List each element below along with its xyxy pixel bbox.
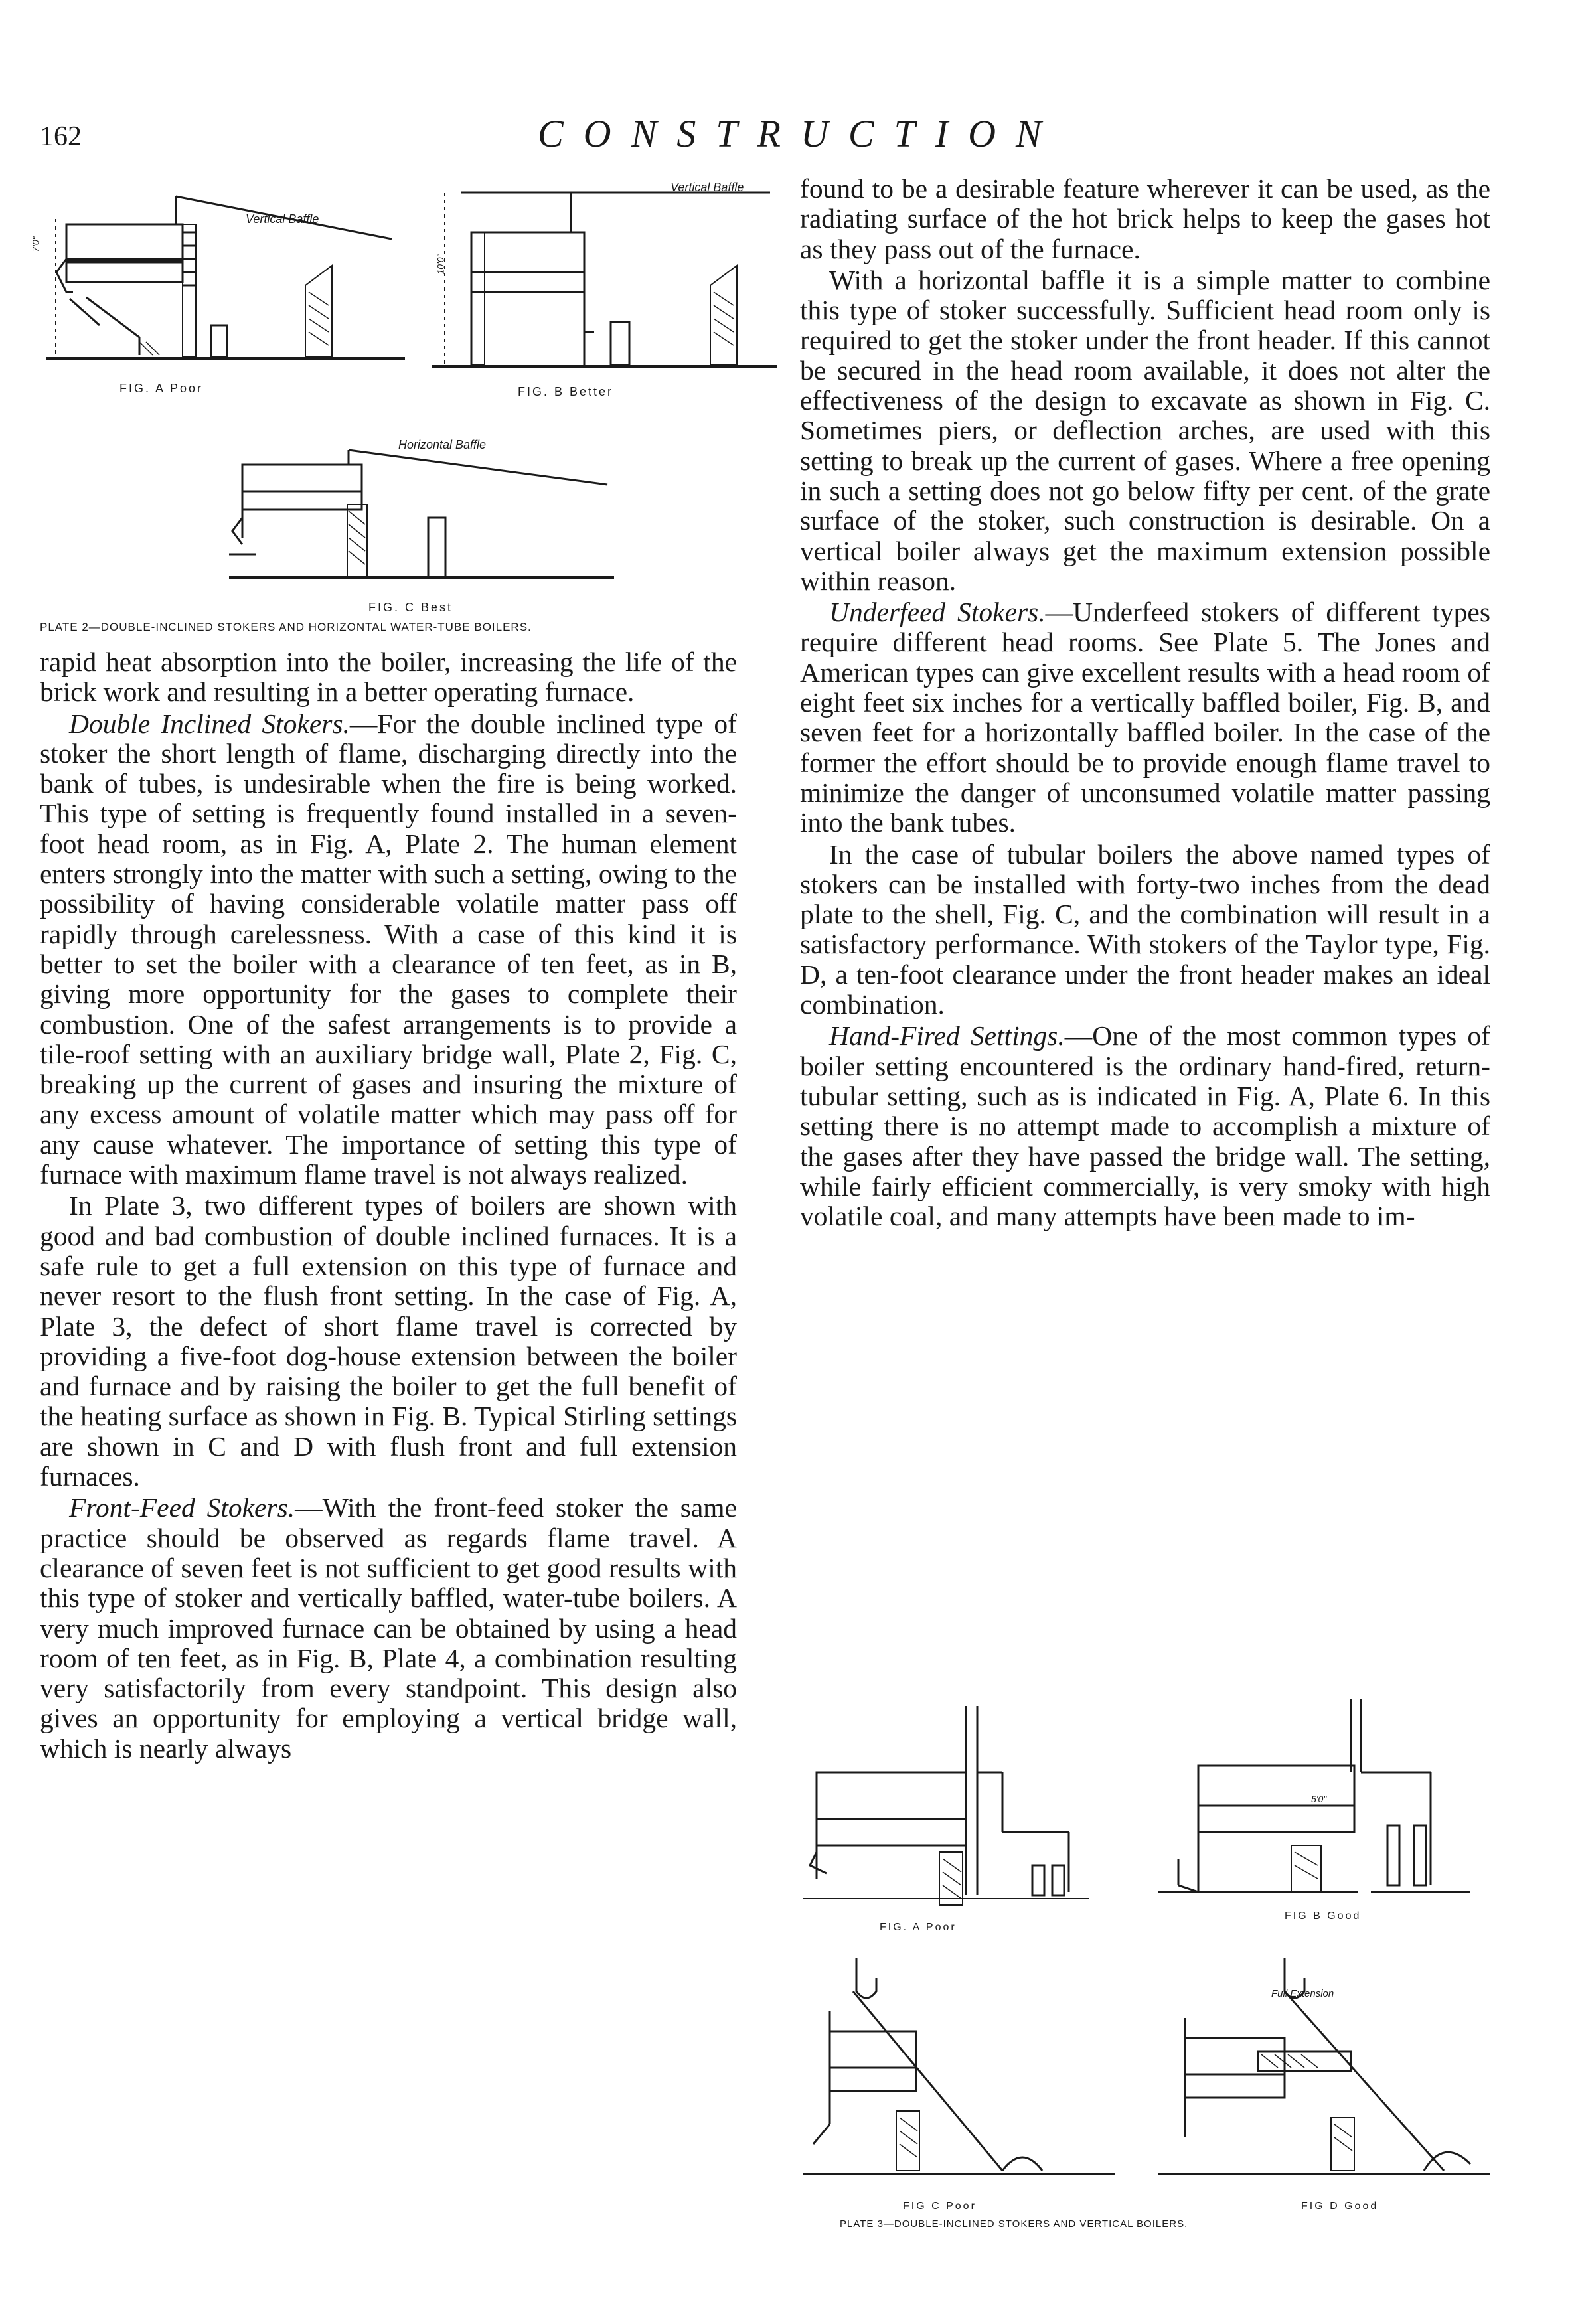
- plate3-fig-b-label: FIG B Good: [1285, 1910, 1362, 1922]
- plate3-fig-d-extension-label: Full Extension: [1271, 1988, 1334, 1999]
- heading-front-feed: Front-Feed Stokers.: [69, 1492, 295, 1523]
- page-number: 162: [40, 121, 82, 152]
- plate2-fig-c-label: FIG. C Best: [368, 601, 453, 614]
- heading-hand-fired: Hand-Fired Settings.: [829, 1020, 1065, 1051]
- plate3-fig-a-label: FIG. A Poor: [880, 1922, 957, 1933]
- plate2-fig-b-dim: 10'0": [435, 254, 446, 275]
- right-column: [800, 174, 1490, 1231]
- plate3-fig-c-label: FIG C Poor: [903, 2201, 977, 2212]
- right-paragraph-1: found to be a desirable feature wherever it can be used, as the radiating surface of the hot brick helps to keep the gases hot as they pass out of the furnace.: [800, 173, 1490, 264]
- plate2-fig-b-label: FIG. B Better: [518, 385, 614, 398]
- plate3-fig-c-drawing: [803, 1952, 1115, 2197]
- running-title: CONSTRUCTION: [538, 112, 1062, 155]
- plate2-caption: PLATE 2—DOUBLE-INCLINED STOKERS AND HORIZONTAL WATER-TUBE BOILERS.: [40, 621, 532, 633]
- plate2-fig-a-label: FIG. A Poor: [119, 382, 204, 395]
- left-paragraph-2: Double Inclined Stokers.—For the double inclined type of stoker the short length of flame, discharging directly into the bank of tubes, is undesirable when the fire is being worked. This type of setting is frequently found installed in a seven-foot head room, as in Fig. A, Plate 2. The human element enters strongly into the matter with such a setting, owing to the possibility of having considerable volatile matter pass off rapidly through carelessness. With a case of this kind it is better to set the boiler with a clearance of ten feet, as in B, giving more opportunity for the gases to complete their combustion. One of the safest arrangements is to provide a tile-roof setting with an auxiliary bridge wall, Plate 2, Fig. C, breaking up the current of gases and insuring the mixture of any excess amount of volatile matter which may pass off for any cause whatever. The importance of setting this type of furnace with maximum flame travel is not always realized.: [40, 708, 738, 1190]
- plate2-fig-a-dim: 7'0": [30, 236, 41, 252]
- plate3-fig-b-dim: 5'0": [1311, 1794, 1327, 1804]
- heading-double-inclined: Double Inclined Stokers.: [69, 708, 350, 739]
- plate2-fig-c-drawing: [229, 445, 614, 584]
- left-column: [40, 647, 737, 1764]
- left-paragraph-4: Front-Feed Stokers.—With the front-feed stoker the same practice should be observed as regards flame travel. A clearance of seven feet is not sufficient to get good results with this type of stoker and vertically baffled, water-tube boilers. A very much improved furnace can be obtained by using a head room of ten feet, as in Fig. B, Plate 4, a combination resulting very satisfactorily from every standpoint. This design also gives an opportunity for employing a vertical bridge wall, which is nearly always: [40, 1492, 737, 1764]
- plate2-fig-c-baffle-label: Horizontal Baffle: [398, 438, 487, 451]
- plate3-caption: PLATE 3—DOUBLE-INCLINED STOKERS AND VERTICAL BOILERS.: [840, 2218, 1188, 2230]
- heading-underfeed: Underfeed Stokers.: [829, 597, 1046, 628]
- right-paragraph-3: Underfeed Stokers.—Underfeed stokers of different types require different head rooms. See Plate 5. The Jones and American types can give excellent results with a head room of eight feet six inches for a vertically baffled boiler, Fig. B, and seven feet for a horizontally baffled boiler. In the case of the former the effort should be to provide enough flame travel to minimize the danger of unconsumed volatile matter passing into the bank tubes.: [800, 597, 1490, 838]
- plate3-fig-d-label: FIG D Good: [1301, 2201, 1379, 2212]
- plate2-fig-b-drawing: [432, 179, 777, 372]
- plate2-fig-b-baffle-label: Vertical Baffle: [670, 181, 744, 194]
- plate2-fig-a-baffle-label: Vertical Baffle: [246, 212, 319, 226]
- left-paragraph-3: In Plate 3, two different types of boilers are shown with good and bad combustion of double inclined furnaces. It is a safe rule to get a full extension on this type of furnace and never resort to the flush front setting. In the case of Fig. A, Plate 3, the defect of short flame travel is corrected by providing a five-foot dog-house extension between the boiler and furnace and by raising the boiler to get the full benefit of the heating surface as shown in Fig. B. Typical Stirling settings are shown in C and D with flush front and full extension furnaces.: [40, 1190, 737, 1492]
- left-paragraph-1: rapid heat absorption into the boiler, increasing the life of the brick work and resulting in a better operating furnace.: [40, 647, 737, 708]
- right-paragraph-2: With a horizontal baffle it is a simple matter to combine this type of stoker successfully. Sufficient head room only is required to get the stoker under the front header. If this cannot be secured in the head room available, it does not alter the effectiveness of the design to excavate as shown in Fig. C. Sometimes piers, or deflection arches, are used with this setting to break up the current of gases. Where a free opening in such a setting does not go below fifty per cent. of the grate surface of the stoker, such construction is desirable. On a vertical boiler always get the maximum extension possible within reason.: [800, 264, 1490, 596]
- plate3-fig-a-drawing: [803, 1699, 1089, 1912]
- plate2-fig-a-drawing: [46, 193, 405, 365]
- right-paragraph-5: Hand-Fired Settings.—One of the most common types of boiler setting encountered is the ordinary hand-fired, return-tubular setting, such as is indicated in Fig. A, Plate 6. In this setting there is no attempt made to accomplish a mixture of the gases after they have passed the bridge wall. The setting, while fairly efficient commercially, is very smoky with high volatile coal, and many attempts have been made to im-: [800, 1020, 1490, 1232]
- right-paragraph-4: In the case of tubular boilers the above named types of stokers can be installed with forty-two inches from the dead plate to the shell, Fig. C, and the combination will result in a satisfactory performance. With stokers of the Taylor type, Fig. D, a ten-foot clearance under the front header makes an ideal combination.: [800, 838, 1490, 1020]
